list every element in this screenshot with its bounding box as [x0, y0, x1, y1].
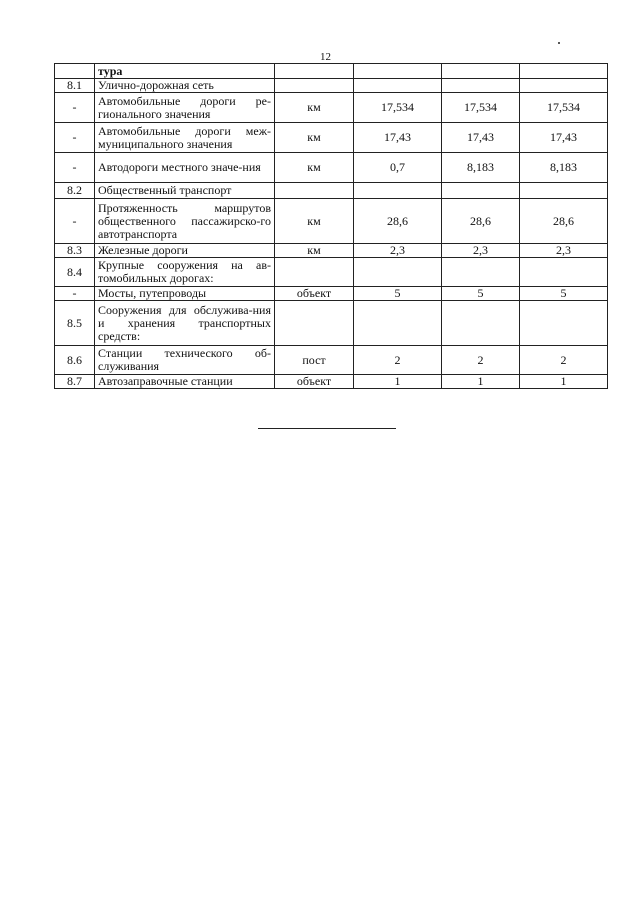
table-cell-name: Автомобильные дороги меж-муниципального значения	[95, 123, 275, 153]
indicators-table	[54, 63, 608, 389]
page-number: 12	[320, 51, 331, 63]
table-cell-value-3: 8,183	[520, 153, 608, 183]
table-cell-name: Автомобильные дороги ре-гионального значения	[95, 93, 275, 123]
table-cell-value-2	[442, 301, 520, 346]
table-row	[55, 123, 608, 153]
table-cell-name: Крупные сооружения на ав-томобильных дорогах:	[95, 258, 275, 287]
table-cell-value-1: 1	[354, 375, 442, 389]
table-cell-num: 8.3	[55, 244, 95, 258]
table-cell-value-3: 17,43	[520, 123, 608, 153]
table-cell-unit: км	[275, 244, 354, 258]
table-cell-value-1: 17,534	[354, 93, 442, 123]
table-cell-unit	[275, 301, 354, 346]
table-cell-name: Автодороги местного значе-ния	[95, 153, 275, 183]
table-cell-value-1	[354, 183, 442, 199]
table-cell-value-3: 1	[520, 375, 608, 389]
table-cell-value-2: 17,534	[442, 93, 520, 123]
table-cell-value-3	[520, 258, 608, 287]
table-cell-value-1: 0,7	[354, 153, 442, 183]
table-cell-num: 8.1	[55, 79, 95, 93]
table-cell-num: 8.4	[55, 258, 95, 287]
table-cell-value-2	[442, 64, 520, 79]
table-cell-value-2: 17,43	[442, 123, 520, 153]
table-cell-num: 8.6	[55, 346, 95, 375]
table-cell-num: -	[55, 123, 95, 153]
table-cell-name: Железные дороги	[95, 244, 275, 258]
table-cell-num: 8.5	[55, 301, 95, 346]
table-row	[55, 287, 608, 301]
table-cell-unit	[275, 258, 354, 287]
table-cell-unit: км	[275, 199, 354, 244]
table-cell-num: 8.7	[55, 375, 95, 389]
table-cell-value-1: 17,43	[354, 123, 442, 153]
table-cell-value-2: 8,183	[442, 153, 520, 183]
table-cell-value-3	[520, 183, 608, 199]
table-cell-value-1	[354, 64, 442, 79]
table-cell-unit: км	[275, 153, 354, 183]
table-row	[55, 64, 608, 79]
table-cell-value-1: 2	[354, 346, 442, 375]
table-cell-num: -	[55, 93, 95, 123]
table-row	[55, 346, 608, 375]
table-cell-value-1: 28,6	[354, 199, 442, 244]
table-cell-value-1	[354, 258, 442, 287]
table-cell-value-2: 1	[442, 375, 520, 389]
table-row	[55, 183, 608, 199]
table-row	[55, 79, 608, 93]
end-of-document-rule	[258, 428, 396, 429]
table-cell-num	[55, 64, 95, 79]
table-cell-name: Мосты, путепроводы	[95, 287, 275, 301]
table-cell-value-2: 2	[442, 346, 520, 375]
table-cell-value-3: 5	[520, 287, 608, 301]
table-cell-value-1	[354, 301, 442, 346]
table-cell-num: -	[55, 199, 95, 244]
table-cell-num: 8.2	[55, 183, 95, 199]
table-cell-value-1: 5	[354, 287, 442, 301]
table-row	[55, 153, 608, 183]
table-cell-value-1: 2,3	[354, 244, 442, 258]
table-cell-unit: км	[275, 123, 354, 153]
table-cell-value-2: 28,6	[442, 199, 520, 244]
table-cell-value-3: 2	[520, 346, 608, 375]
table-cell-value-2: 2,3	[442, 244, 520, 258]
table-cell-value-2	[442, 258, 520, 287]
table-cell-unit	[275, 64, 354, 79]
table-cell-value-3: 17,534	[520, 93, 608, 123]
table-cell-value-2	[442, 79, 520, 93]
table-cell-name: Автозаправочные станции	[95, 375, 275, 389]
table-cell-value-3: 28,6	[520, 199, 608, 244]
table-row	[55, 199, 608, 244]
table-cell-unit: объект	[275, 287, 354, 301]
table-row	[55, 244, 608, 258]
table-cell-value-2: 5	[442, 287, 520, 301]
table-cell-unit	[275, 183, 354, 199]
table-cell-num: -	[55, 287, 95, 301]
table-cell-num: -	[55, 153, 95, 183]
table-cell-unit	[275, 79, 354, 93]
table-row	[55, 301, 608, 346]
table-cell-name: Улично-дорожная сеть	[95, 79, 275, 93]
table-cell-value-3	[520, 64, 608, 79]
table-cell-name: Сооружения для обслужива-ния и хранения транспортных средств:	[95, 301, 275, 346]
scan-speck	[558, 42, 560, 44]
table-cell-name: Станции технического об-служивания	[95, 346, 275, 375]
table-cell-name: Общественный транспорт	[95, 183, 275, 199]
table-cell-value-2	[442, 183, 520, 199]
table-row	[55, 93, 608, 123]
table-cell-unit: пост	[275, 346, 354, 375]
table-row	[55, 258, 608, 287]
table-row	[55, 375, 608, 389]
table-cell-value-3	[520, 79, 608, 93]
table-cell-value-3	[520, 301, 608, 346]
table-cell-value-1	[354, 79, 442, 93]
table-cell-value-3: 2,3	[520, 244, 608, 258]
table-cell-name: тура	[95, 64, 275, 79]
table-cell-unit: объект	[275, 375, 354, 389]
table-cell-name: Протяженность маршрутов общественного пассажирско-го автотранспорта	[95, 199, 275, 244]
table-cell-unit: км	[275, 93, 354, 123]
